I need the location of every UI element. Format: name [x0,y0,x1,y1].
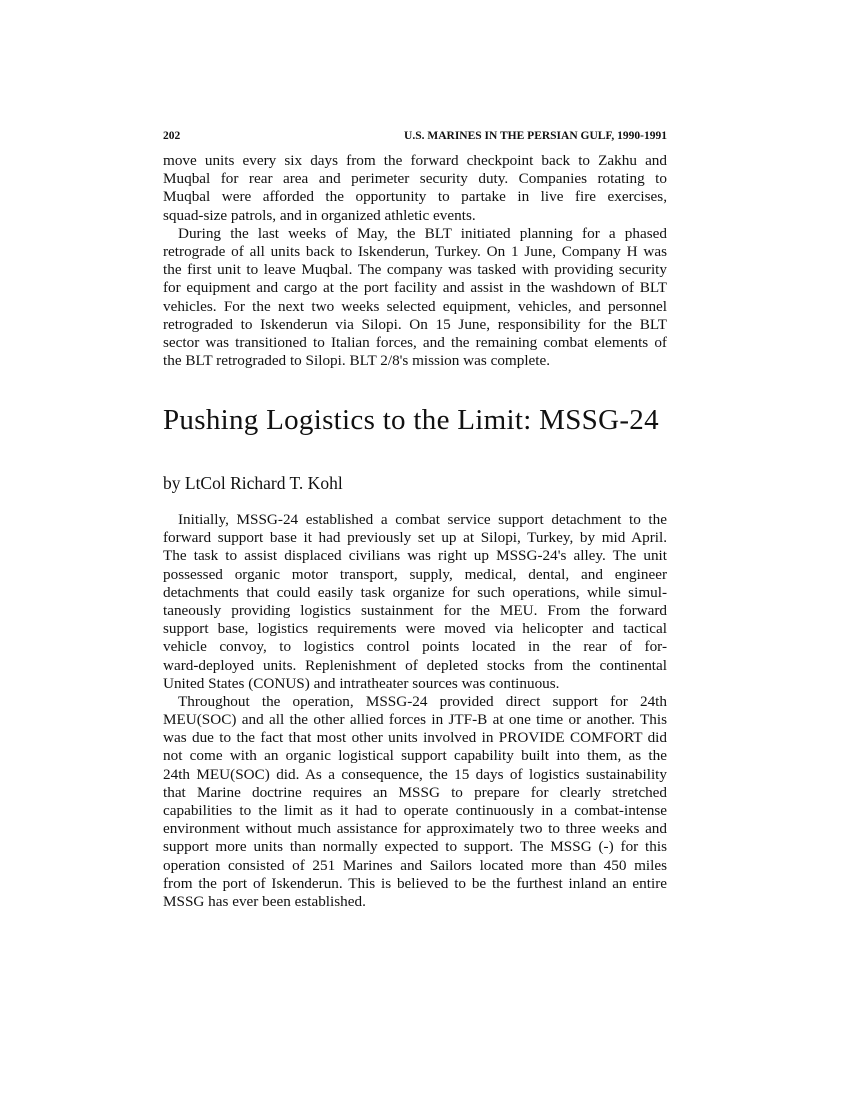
text-line: from the port of Iskenderun. This is believed to be the furthest inland an entire [163,874,667,892]
text-line: During the last weeks of May, the BLT initiated planning for a phased [178,224,667,242]
text-line: United States (CONUS) and intratheater sources was continuous. [163,674,560,692]
text-line: forward support base it had previously set up at Silopi, Turkey, by mid April. [163,529,667,547]
article-title: Pushing Logistics to the Limit: MSSG-24 [163,404,659,436]
paragraph [163,225,667,371]
article-body [163,511,667,911]
text-line: detachments that could easily task organize for such operations, while simul- [163,583,667,601]
text-line: taneously providing logistics sustainment for the MEU. From the forward [163,601,667,619]
text-line: environment without much assistance for approximately two to three weeks and [163,820,667,838]
text-line: Muqbal were afforded the opportunity to partake in live fire exercises, [163,188,667,206]
text-line: ward-deployed units. Replenishment of depleted stocks from the continental [163,656,667,674]
text-line: the BLT retrograded to Silopi. BLT 2/8's mission was complete. [163,352,551,370]
text-line: sector was transitioned to Italian forces, and the remaining combat elements of [163,333,667,351]
text-line: Initially, MSSG-24 established a combat service support detachment to the [178,511,667,528]
article-byline: by LtCol Richard T. Kohl [163,473,343,493]
text-line: squad-size patrols, and in organized athletic events. [163,206,476,224]
paragraph [163,693,667,911]
text-line: the first unit to leave Muqbal. The company was tasked with providing security [163,261,667,279]
paragraph [163,511,667,693]
text-line: MSSG has ever been established. [163,892,366,910]
text-line: Muqbal for rear area and perimeter security duty. Companies rotating to [163,170,667,188]
text-line: retrograde of all units back to Iskenderun, Turkey. On 1 June, Company H was [163,242,667,260]
paragraph [163,152,667,225]
text-line: was due to the fact that most other units involved in PROVIDE COMFORT did [163,729,667,747]
running-header [163,130,667,142]
running-title: U.S. MARINES IN THE PERSIAN GULF, 1990-1991 [404,130,667,142]
text-line: support base, logistics requirements were moved via helicopter and tactical [163,620,667,638]
page-number: 202 [163,130,181,142]
text-line: MEU(SOC) and all the other allied forces in JTF-B at one time or another. This [163,711,667,729]
text-line: that Marine doctrine requires an MSSG to prepare for clearly stretched [163,783,667,801]
text-line: operation consisted of 251 Marines and Sailors located more than 450 miles [163,856,667,874]
text-line: move units every six days from the forward checkpoint back to Zakhu and [163,152,667,169]
text-line: possessed organic motor transport, supply, medical, dental, and engineer [163,565,667,583]
text-line: Throughout the operation, MSSG-24 provided direct support for 24th [178,692,667,710]
text-line: 24th MEU(SOC) did. As a consequence, the 15 days of logistics sustainability [163,765,667,783]
text-line: The task to assist displaced civilians was right up MSSG-24's alley. The unit [163,547,667,565]
text-line: vehicle convoy, to logistics control points located in the rear of for- [163,638,667,656]
section-body [163,152,667,370]
text-line: not come with an organic logistical support capability built into them, as the [163,747,667,765]
text-line: support more units than normally expected to support. The MSSG (-) for this [163,838,667,856]
text-line: vehicles. For the next two weeks selected equipment, vehicles, and personnel [163,297,667,315]
text-line: capabilities to the limit as it had to operate continuously in a combat-intense [163,802,667,819]
text-line: for equipment and cargo at the port facility and assist in the washdown of BLT [163,279,667,297]
text-line: retrograded to Iskenderun via Silopi. On 15 June, responsibility for the BLT [163,315,667,333]
